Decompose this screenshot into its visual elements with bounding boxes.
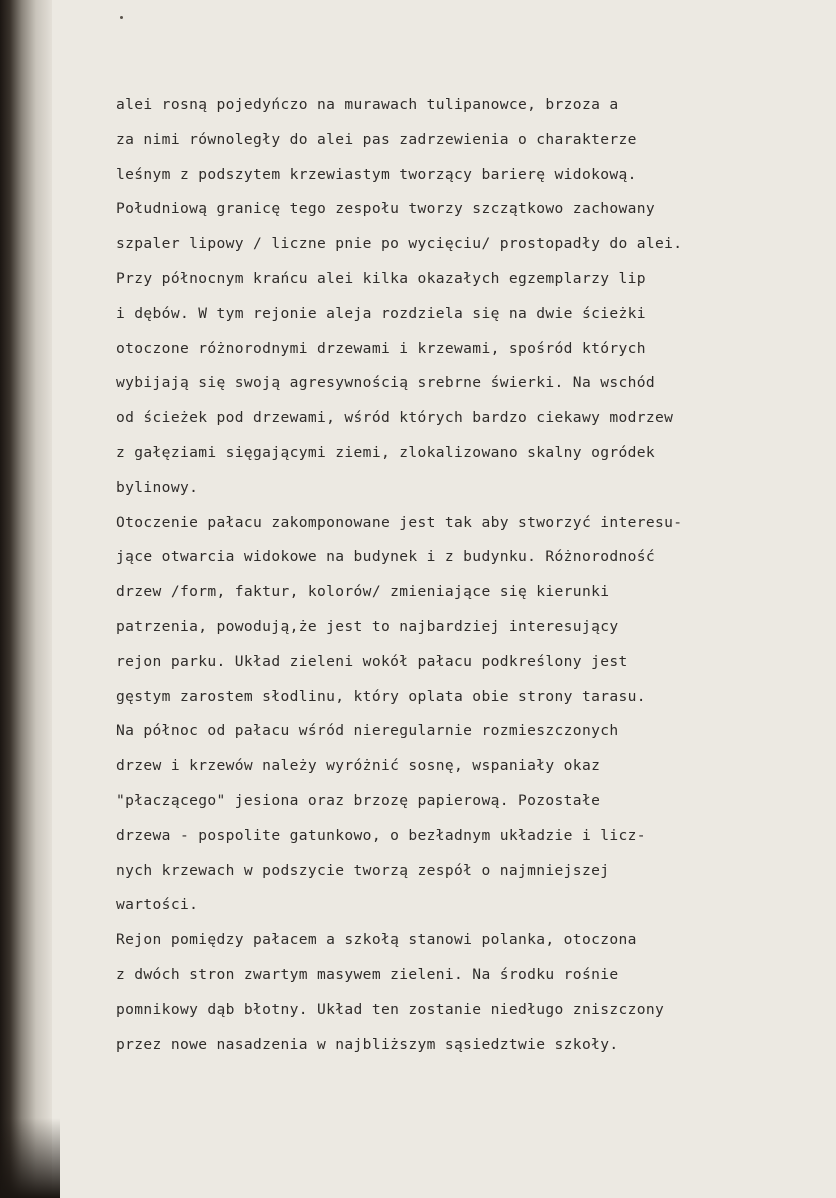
text-line: i dębów. W tym rejonie aleja rozdziela się na dwie ścieżki (116, 304, 646, 322)
paper-speck (120, 16, 123, 19)
typewritten-text (116, 92, 806, 1066)
text-line: nych krzewach w podszycie tworzą zespół o najmniejszej (116, 861, 610, 879)
text-line: przez nowe nasadzenia w najbliższym sąsiedztwie szkoły. (116, 1035, 619, 1053)
text-line: z gałęziami sięgającymi ziemi, zlokalizowano skalny ogródek (116, 443, 656, 461)
text-line: pomnikowy dąb błotny. Układ ten zostanie niedługo zniszczony (116, 1000, 665, 1018)
text-line: drzewa - pospolite gatunkowo, o bezładnym układzie i licz- (116, 826, 646, 844)
text-line: szpaler lipowy / liczne pnie po wycięciu/ prostopadły do alei. (116, 235, 683, 253)
text-line: z dwóch stron zwartym masywem zieleni. Na środku rośnie (116, 965, 619, 983)
text-line: alei rosną pojedyńczo na murawach tulipanowce, brzoza a (116, 96, 619, 113)
binding-shadow-bottom (0, 1118, 60, 1198)
text-line: Południową granicę tego zespołu tworzy szczątkowo zachowany (116, 200, 656, 218)
text-line: gęstym zarostem słodlinu, który oplata obie strony tarasu. (116, 687, 646, 705)
text-line: Otoczenie pałacu zakomponowane jest tak aby stworzyć interesu- (116, 513, 683, 531)
text-line: otoczone różnorodnymi drzewami i krzewami, spośród których (116, 339, 646, 357)
text-line: drzew i krzewów należy wyróżnić sosnę, wspaniały okaz (116, 757, 601, 775)
text-line: Na północ od pałacu wśród nieregularnie rozmieszczonych (116, 722, 619, 740)
text-line: "płaczącego" jesiona oraz brzozę papierową. Pozostałe (116, 791, 601, 809)
binding-shadow (0, 0, 52, 1198)
text-line: za nimi równoległy do alei pas zadrzewienia o charakterze (116, 130, 637, 148)
text-line: drzew /form, faktur, kolorów/ zmieniające się kierunki (116, 583, 610, 601)
text-line: patrzenia, powodują,że jest to najbardziej interesujący (116, 617, 619, 635)
text-line: bylinowy. (116, 478, 199, 496)
text-line: rejon parku. Układ zieleni wokół pałacu podkreślony jest (116, 652, 628, 670)
text-line: jące otwarcia widokowe na budynek i z budynku. Różnorodność (116, 548, 656, 566)
text-line: leśnym z podszytem krzewiastym tworzący barierę widokową. (116, 165, 637, 183)
text-line: Przy północnym krańcu alei kilka okazałych egzemplarzy lip (116, 269, 646, 287)
text-line: od ścieżek pod drzewami, wśród których bardzo ciekawy modrzew (116, 409, 674, 427)
text-line: Rejon pomiędzy pałacem a szkołą stanowi polanka, otoczona (116, 931, 637, 949)
text-line: wartości. (116, 896, 199, 914)
text-line: wybijają się swoją agresywnością srebrne świerki. Na wschód (116, 374, 656, 392)
